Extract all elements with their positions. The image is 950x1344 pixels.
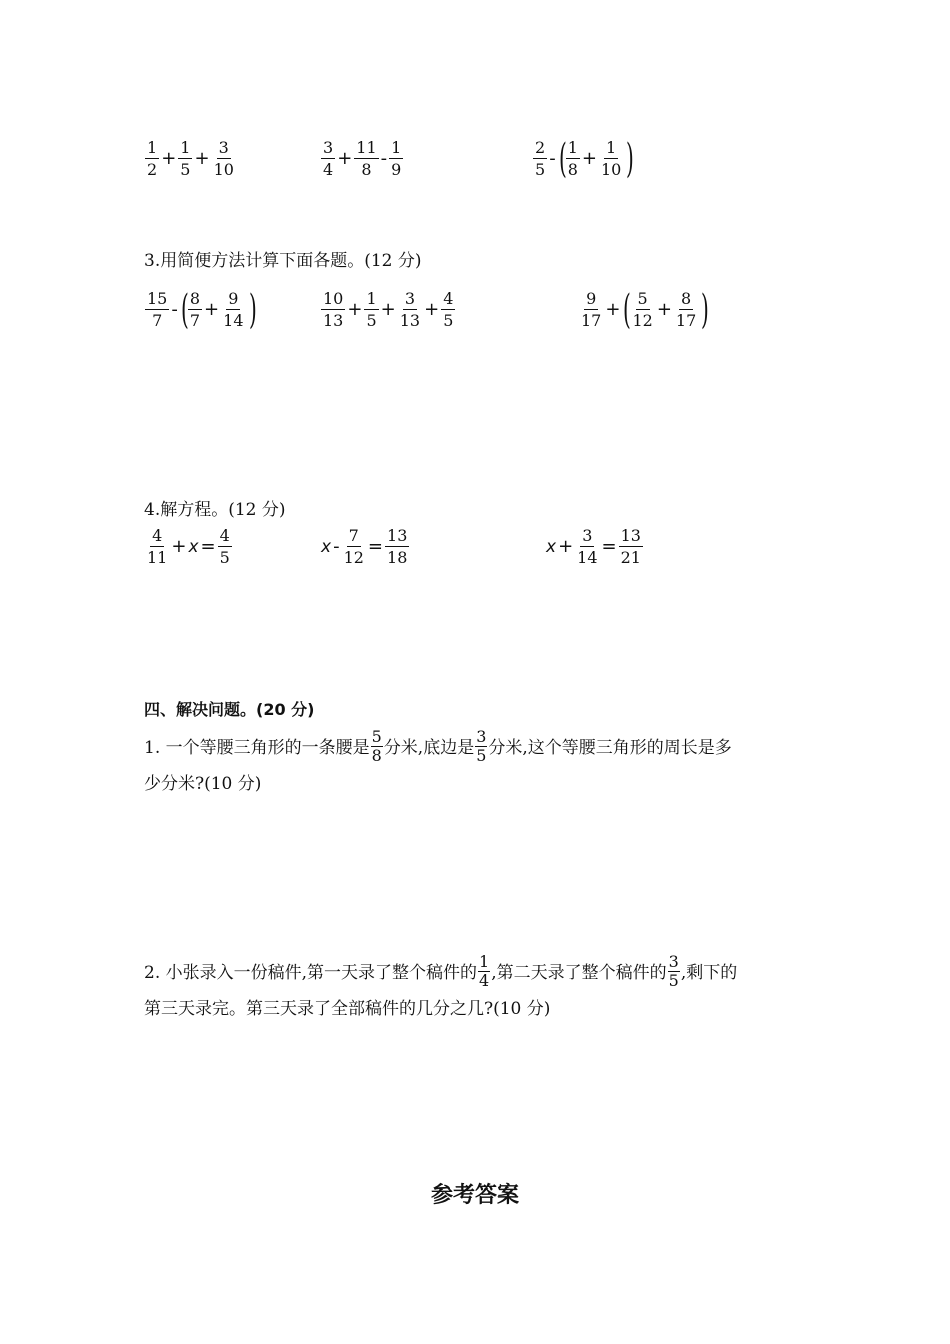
minus-sign: - xyxy=(333,536,340,557)
plus-sign: + xyxy=(581,148,597,169)
equation-3 xyxy=(545,526,644,567)
fraction: $\frac{4}{5}$ xyxy=(443,289,454,330)
equals-sign: = xyxy=(200,536,216,557)
minus-sign: - xyxy=(171,299,178,320)
fraction: $\frac{1}{2}$ xyxy=(147,138,158,179)
plus-sign: + xyxy=(204,299,220,320)
fraction: $\frac{9}{14}$ xyxy=(223,289,244,330)
fraction: $\frac{13}{18}$ xyxy=(387,526,408,567)
plus-sign: + xyxy=(605,299,621,320)
expr-row1-1 xyxy=(144,138,237,179)
problem-1-line-2: 少分米?(10 分) xyxy=(144,774,262,794)
equals-sign: = xyxy=(367,536,384,557)
problem-2-line-2: 第三天录完。第三天录了全部稿件的几分之几?(10 分) xyxy=(144,999,551,1019)
fraction: $\frac{3}{14}$ xyxy=(577,526,598,567)
equation-2 xyxy=(320,526,410,567)
right-paren: ) xyxy=(626,135,635,182)
fraction: $\frac{11}{8}$ xyxy=(356,138,377,179)
minus-sign: - xyxy=(549,148,556,169)
fraction: $\frac{3}{5}$ xyxy=(476,727,487,765)
plus-sign: + xyxy=(194,148,210,169)
expr-row1-3 xyxy=(532,135,635,182)
expr-row1-2 xyxy=(320,138,404,179)
fraction: $\frac{8}{7}$ xyxy=(189,289,201,330)
plus-sign: + xyxy=(171,536,187,557)
fraction: $\frac{1}{5}$ xyxy=(366,289,377,330)
problem-2-line-1: 2. 小张录入一份稿件,第一天录了整个稿件的 $\frac{1}{4}$ ,第二天录了整个稿件的 $\frac{3}{5}$ ,剩下的 xyxy=(144,952,738,990)
plus-sign: + xyxy=(558,536,574,557)
left-paren: ( xyxy=(623,286,632,333)
fraction: $\frac{3}{13}$ xyxy=(399,289,421,330)
answers-title: 参考答案 xyxy=(430,1183,519,1208)
right-paren: ) xyxy=(701,286,710,333)
fraction: $\frac{15}{7}$ xyxy=(147,289,168,330)
fraction: $\frac{1}{5}$ xyxy=(180,138,191,179)
fraction: $\frac{1}{8}$ xyxy=(567,138,578,179)
section4-heading: 4.解方程。(12 分) xyxy=(144,500,286,520)
fraction: $\frac{1}{10}$ xyxy=(600,138,622,179)
left-paren: ( xyxy=(180,286,189,333)
fraction: $\frac{1}{4}$ xyxy=(479,952,490,990)
expr-s3-2 xyxy=(320,289,456,330)
fraction: $\frac{13}{21}$ xyxy=(620,526,641,567)
fraction: $\frac{3}{4}$ xyxy=(323,138,334,179)
plus-sign: + xyxy=(656,299,672,320)
fraction: $\frac{2}{5}$ xyxy=(535,138,546,179)
plus-sign: + xyxy=(347,299,363,320)
expr-s3-1 xyxy=(144,286,257,333)
fraction: $\frac{3}{10}$ xyxy=(213,138,234,179)
fraction: $\frac{9}{17}$ xyxy=(581,289,602,330)
right-paren: ) xyxy=(248,286,257,333)
plus-sign: + xyxy=(161,148,177,169)
variable-x: x xyxy=(321,536,332,557)
plus-sign: + xyxy=(380,299,396,320)
expr-s3-3 xyxy=(578,286,710,333)
variable-x: x xyxy=(546,536,557,557)
equation-1 xyxy=(144,526,233,567)
fraction: $\frac{5}{12}$ xyxy=(632,289,653,330)
fraction: $\frac{8}{17}$ xyxy=(675,289,697,330)
fraction: $\frac{4}{11}$ xyxy=(147,526,168,567)
equals-sign: = xyxy=(601,536,617,557)
section3-heading: 3.用简便方法计算下面各题。(12 分) xyxy=(144,251,422,271)
plus-sign: + xyxy=(424,299,440,320)
fraction: $\frac{4}{5}$ xyxy=(219,526,230,567)
minus-sign: - xyxy=(380,148,388,169)
fraction: $\frac{7}{12}$ xyxy=(343,526,364,567)
plus-sign: + xyxy=(337,148,353,169)
fraction: $\frac{3}{5}$ xyxy=(668,952,679,990)
variable-x: x xyxy=(188,536,199,557)
left-paren: ( xyxy=(558,135,567,182)
problem-1-line-1: 1. 一个等腰三角形的一条腰是 $\frac{5}{8}$ 分米,底边是 $\frac{3}{5}$ 分米,这个等腰三角形的周长是多 xyxy=(144,727,732,765)
fraction: $\frac{5}{8}$ xyxy=(371,727,382,765)
fraction: $\frac{1}{9}$ xyxy=(391,138,402,179)
part4-heading: 四、解决问题。(20 分) xyxy=(144,700,315,719)
fraction: $\frac{10}{13}$ xyxy=(323,289,344,330)
